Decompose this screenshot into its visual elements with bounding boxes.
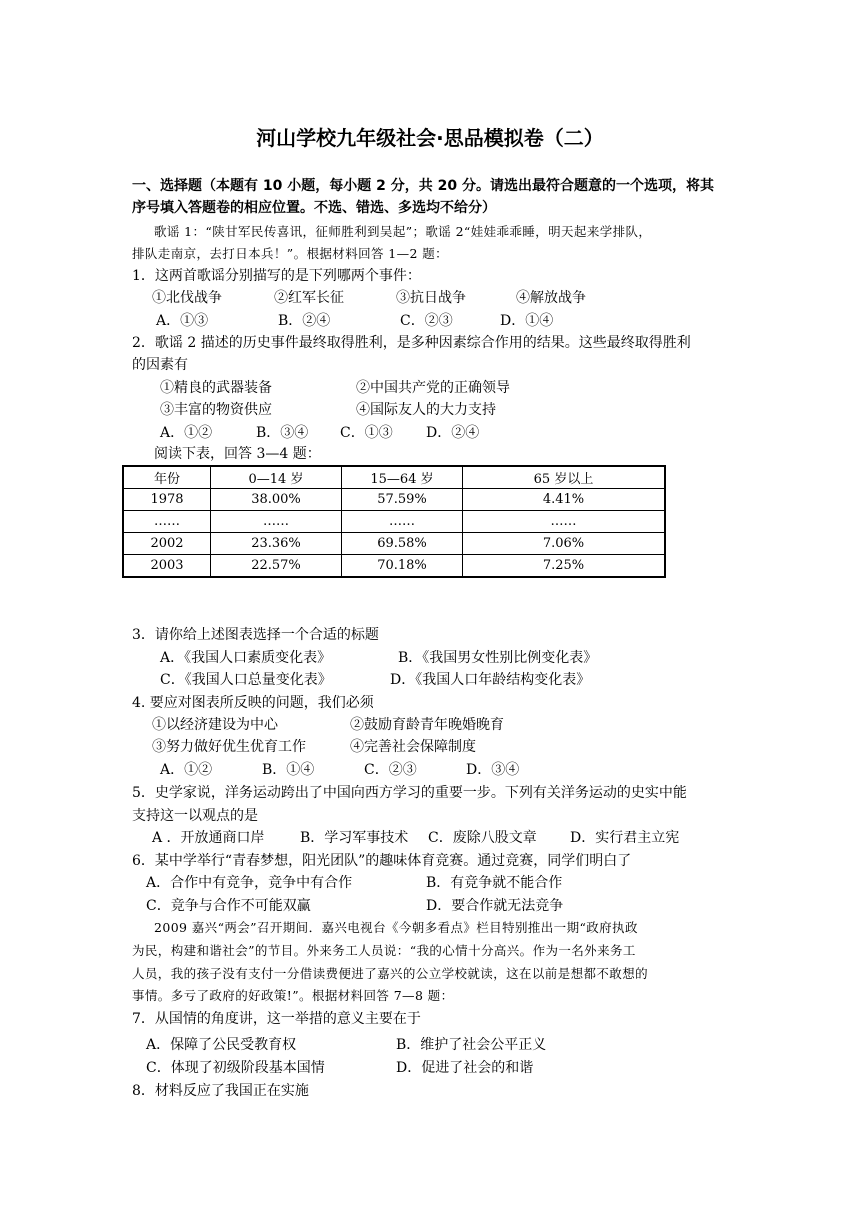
material2-line4: 事情。多亏了政府的好政策!”。根据材料回答 7—8 题： <box>132 988 454 1003</box>
table-cell: 57.59% <box>342 489 463 511</box>
q1-option-c: C．②③ <box>400 313 453 329</box>
table-cell: 4.41% <box>463 489 666 511</box>
table-header-cell: 65 岁以上 <box>463 466 666 489</box>
q1-option-d: D．①④ <box>500 313 554 329</box>
page-title: 河山学校九年级社会·思品模拟卷（二） <box>256 126 604 150</box>
q2-option-c: C．①③ <box>340 425 393 441</box>
q3-option-c: C．《我国人口总量变化表》 <box>160 672 332 688</box>
q4-item-3: ③努力做好优生优育工作 <box>152 739 306 755</box>
q4-stem: 4. 要应对图表所反映的问题，我们必须 <box>132 695 374 711</box>
q4-option-d: D．③④ <box>466 762 520 778</box>
q7-option-a: A．保障了公民受教育权 <box>146 1037 297 1053</box>
table-row <box>123 511 665 533</box>
table-cell: 2002 <box>123 533 211 555</box>
q2-item-3: ③丰富的物资供应 <box>160 402 272 418</box>
q5-option-d: D．实行君主立宪 <box>570 830 680 846</box>
q3-option-a: A．《我国人口素质变化表》 <box>160 650 332 666</box>
q6-stem: 6．某中学举行“青春梦想，阳光团队”的趣味体育竞赛。通过竞赛，同学们明白了 <box>132 853 632 869</box>
q5-option-c: C．废除八股文章 <box>428 830 537 846</box>
table-row <box>123 533 665 555</box>
q2-option-b: B．③④ <box>256 425 309 441</box>
q2-stem-line1: 2．歌谣 2 描述的历史事件最终取得胜利，是多种因素综合作用的结果。这些最终取得胜利 <box>132 335 691 351</box>
q4-option-c: C．②③ <box>364 762 417 778</box>
table-cell: …… <box>123 511 211 533</box>
table-cell: 38.00% <box>211 489 342 511</box>
table-cell: 1978 <box>123 489 211 511</box>
q2-item-4: ④国际友人的大力支持 <box>356 402 496 418</box>
table-header-cell: 0—14 岁 <box>211 466 342 489</box>
q4-item-2: ②鼓励育龄青年晚婚晚育 <box>350 717 504 733</box>
q7-option-c: C．体现了初级阶段基本国情 <box>146 1060 325 1076</box>
q1-stem: 1．这两首歌谣分别描写的是下列哪两个事件： <box>132 268 421 284</box>
q5-option-b: B．学习军事技术 <box>300 830 409 846</box>
table-row <box>123 555 665 578</box>
q1-item-2: ②红军长征 <box>274 290 344 306</box>
q2-item-2: ②中国共产党的正确领导 <box>356 380 510 396</box>
q6-option-a: A．合作中有竞争，竞争中有合作 <box>146 875 353 891</box>
table-cell: …… <box>342 511 463 533</box>
q4-item-1: ①以经济建设为中心 <box>152 717 278 733</box>
material1-line1: 歌谣 1：“陕甘军民传喜讯，征师胜利到吴起”；歌谣 2“娃娃乖乖睡，明天起来学排队， <box>154 224 652 239</box>
material2-line2: 为民，构建和谐社会”的节目。外来务工人员说：“我的心情十分高兴。作为一名外来务工 <box>132 943 636 958</box>
q6-option-b: B．有竞争就不能合作 <box>426 875 563 891</box>
table-cell: 7.25% <box>463 555 666 578</box>
table-cell: 23.36% <box>211 533 342 555</box>
q3-stem: 3．请你给上述图表选择一个合适的标题 <box>132 627 379 643</box>
q2-option-d: D．②④ <box>426 425 480 441</box>
q2-option-a: A．①② <box>160 425 213 441</box>
q4-option-b: B．①④ <box>262 762 315 778</box>
q7-option-b: B．维护了社会公平正义 <box>396 1037 547 1053</box>
q1-item-4: ④解放战争 <box>516 290 586 306</box>
q1-option-b: B．②④ <box>278 313 331 329</box>
table-cell: 2003 <box>123 555 211 578</box>
table-intro: 阅读下表，回答 3—4 题： <box>154 446 321 462</box>
q7-stem: 7．从国情的角度讲，这一举措的意义主要在于 <box>132 1011 421 1027</box>
q5-stem-line1: 5．史学家说，洋务运动跨出了中国向西方学习的重要一步。下列有关洋务运动的史实中能 <box>132 785 687 801</box>
table-cell: …… <box>211 511 342 533</box>
material1-line2: 排队走南京，去打日本兵！”。根据材料回答 1—2 题： <box>132 246 449 261</box>
q2-stem-line2: 的因素有 <box>132 357 188 373</box>
population-age-table <box>122 465 666 578</box>
q2-item-1: ①精良的武器装备 <box>160 380 272 396</box>
table-cell: 70.18% <box>342 555 463 578</box>
q3-option-d: D．《我国人口年龄结构变化表》 <box>390 672 591 688</box>
q5-stem-line2: 支持这一以观点的是 <box>132 808 258 824</box>
q4-item-4: ④完善社会保障制度 <box>350 739 476 755</box>
q1-item-1: ①北伐战争 <box>152 290 222 306</box>
table-row <box>123 489 665 511</box>
section-heading-line1: 一、选择题（本题有 10 小题，每小题 2 分，共 20 分。请选出最符合题意的一个选项，将其 <box>132 178 714 194</box>
q5-option-a: A ．开放通商口岸 <box>152 830 265 846</box>
q1-item-3: ③抗日战争 <box>396 290 466 306</box>
q1-option-a: A．①③ <box>156 313 209 329</box>
material2-line3: 人员，我的孩子没有支付一分借读费便进了嘉兴的公立学校就读，这在以前是想都不敢想的 <box>132 966 649 981</box>
table-cell: 22.57% <box>211 555 342 578</box>
q4-option-a: A．①② <box>160 762 213 778</box>
table-cell: 69.58% <box>342 533 463 555</box>
material2-line1: 2009 嘉兴“两会”召开期间．嘉兴电视台《今朝多看点》栏目特别推出一期“政府执政 <box>154 920 638 935</box>
table-cell: …… <box>463 511 666 533</box>
section-heading-line2: 序号填入答题卷的相应位置。不选、错选、多选均不给分） <box>132 200 496 216</box>
table-cell: 7.06% <box>463 533 666 555</box>
q7-option-d: D．促进了社会的和谐 <box>396 1060 534 1076</box>
q6-option-c: C．竞争与合作不可能双赢 <box>146 898 311 914</box>
table-header-row <box>123 466 665 489</box>
table-header-cell: 15—64 岁 <box>342 466 463 489</box>
table-header-cell: 年份 <box>123 466 211 489</box>
q8-stem: 8．材料反应了我国正在实施 <box>132 1083 309 1099</box>
q6-option-d: D．要合作就无法竞争 <box>426 898 564 914</box>
q3-option-b: B．《我国男女性别比例变化表》 <box>398 650 598 666</box>
